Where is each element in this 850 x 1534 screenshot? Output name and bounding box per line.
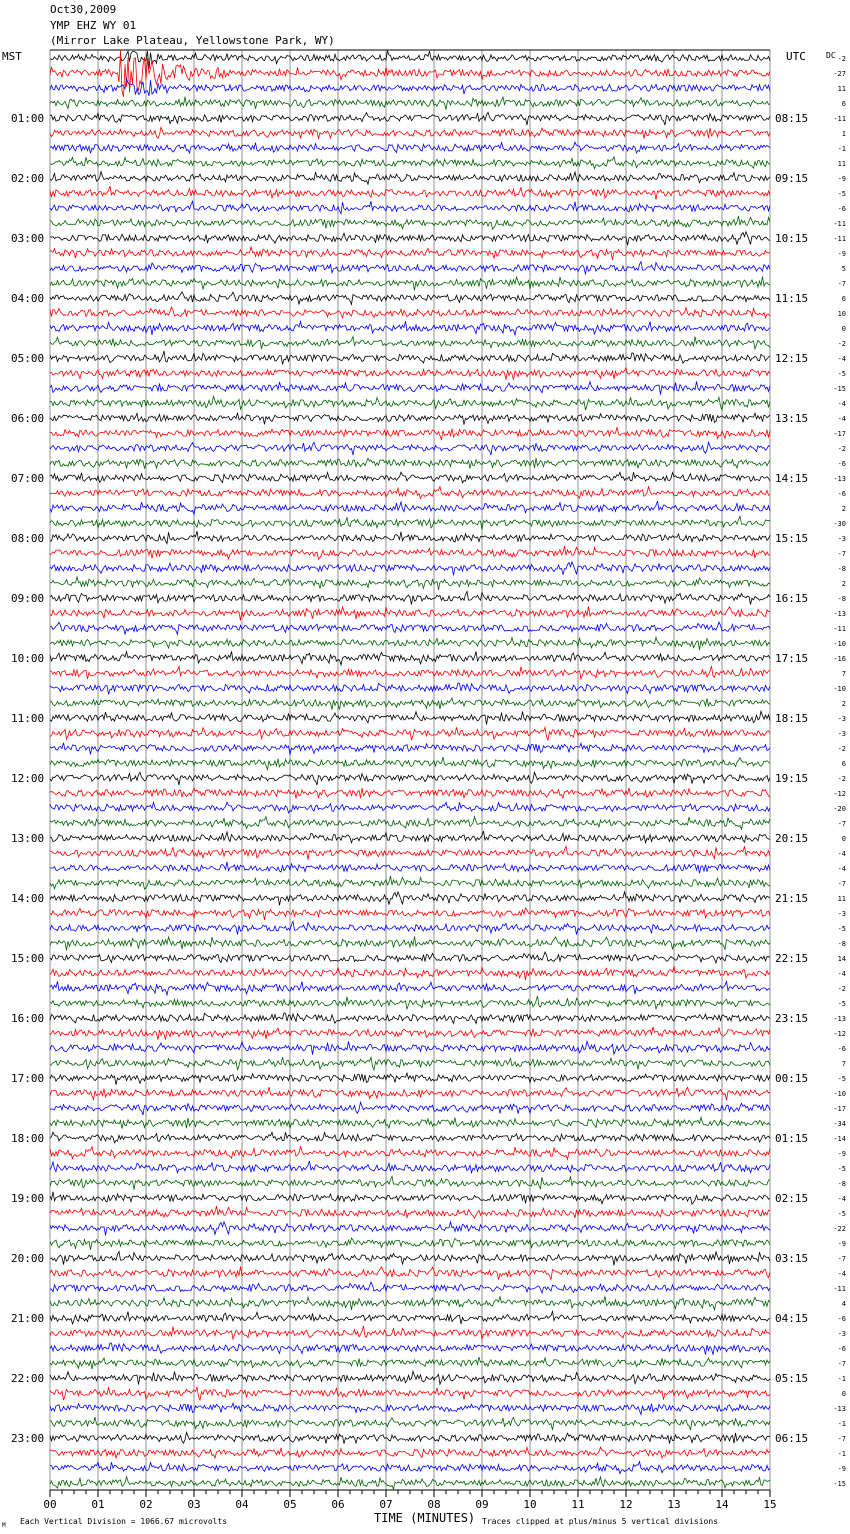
left-hour-label: 02:00: [11, 172, 45, 185]
dc-offset-label: -9: [837, 1465, 846, 1473]
left-hour-label: 18:00: [11, 1132, 45, 1145]
trace-line: [50, 546, 770, 559]
trace-line: [50, 292, 770, 305]
dc-offset-label: 7: [841, 1060, 846, 1068]
left-hour-label: 15:00: [11, 952, 45, 965]
dc-offset-label: 1: [841, 130, 846, 138]
trace-line: [50, 637, 770, 650]
dc-offset-label: 11: [837, 895, 846, 903]
left-hour-label: 01:00: [11, 112, 45, 125]
dc-offset-label: -20: [833, 805, 846, 813]
trace-line: [50, 1432, 770, 1443]
x-axis-title: TIME (MINUTES): [374, 1511, 476, 1525]
left-hour-label: 16:00: [11, 1012, 45, 1025]
dc-offset-label: -4: [837, 1270, 846, 1278]
trace-line: [50, 1027, 770, 1040]
dc-offset-label: -5: [837, 925, 846, 933]
dc-offset-label: -4: [837, 1195, 846, 1203]
trace-line: [50, 1326, 770, 1339]
trace-line: [50, 427, 770, 439]
x-tick-label: 09: [475, 1498, 489, 1511]
left-timezone-label: MST: [2, 50, 22, 63]
trace-line: [50, 396, 770, 410]
trace-line: [50, 112, 770, 125]
left-hour-label: 23:00: [11, 1432, 45, 1445]
trace-line: [50, 247, 770, 260]
trace-line: [50, 772, 770, 785]
dc-offset-label: -7: [837, 820, 846, 828]
left-hour-label: 07:00: [11, 472, 45, 485]
trace-line: [50, 562, 770, 576]
trace-line: [50, 1252, 770, 1266]
dc-offset-label: -2: [837, 745, 846, 753]
dc-offset-label: -3: [837, 1330, 846, 1338]
right-hour-label: 05:15: [775, 1372, 809, 1385]
trace-line: [50, 51, 770, 69]
dc-offset-label: -7: [837, 880, 846, 888]
dc-offset-label: -2: [837, 775, 846, 783]
trace-line: [50, 1192, 770, 1205]
dc-offset-label: 0: [841, 835, 846, 843]
dc-offset-label: -27: [833, 70, 846, 78]
dc-offset-label: -7: [837, 280, 846, 288]
right-hour-label: 19:15: [775, 772, 809, 785]
corner-mark: M: [2, 1522, 6, 1529]
division-note: Each Vertical Division = 1066.67 microvolts: [20, 1517, 228, 1526]
dc-offset-label: -10: [833, 640, 846, 648]
dc-offset-label: 7: [841, 670, 846, 678]
right-hour-label: 14:15: [775, 472, 809, 485]
dc-offset-label: -22: [833, 1225, 846, 1233]
dc-offset-label: -11: [833, 625, 846, 633]
dc-offset-label: -11: [833, 235, 846, 243]
left-hour-label: 08:00: [11, 532, 45, 545]
dc-offset-label: -34: [833, 1120, 846, 1128]
trace-line: [50, 846, 770, 860]
right-hour-label: 02:15: [775, 1192, 809, 1205]
dc-offset-label: -4: [837, 970, 846, 978]
dc-offset-label: -13: [833, 475, 846, 483]
trace-line: [50, 666, 770, 679]
dc-offset-label: -12: [833, 790, 846, 798]
trace-line: [50, 683, 770, 694]
dc-offset-label: -5: [837, 1075, 846, 1083]
dc-offset-label: -9: [837, 1150, 846, 1158]
right-hour-label: 16:15: [775, 592, 809, 605]
dc-offset-label: -6: [837, 460, 846, 468]
left-hour-label: 04:00: [11, 292, 45, 305]
x-tick-label: 10: [523, 1498, 537, 1511]
x-tick-label: 07: [379, 1498, 393, 1511]
dc-offset-label: -4: [837, 415, 846, 423]
x-tick-label: 15: [763, 1498, 777, 1511]
trace-line: [50, 351, 770, 364]
right-hour-label: 09:15: [775, 172, 809, 185]
dc-offset-label: -11: [833, 115, 846, 123]
dc-offset-label: 5: [841, 265, 846, 273]
dc-offset-label: -3: [837, 535, 846, 543]
dc-offset-label: -8: [837, 940, 846, 948]
trace-line: [50, 892, 770, 906]
x-tick-label: 05: [283, 1498, 297, 1511]
trace-line: [50, 307, 770, 318]
dc-offset-label: -2: [837, 340, 846, 348]
trace-line: [50, 1296, 770, 1310]
trace-line: [50, 487, 770, 499]
dc-offset-label: -7: [837, 1360, 846, 1368]
trace-line: [50, 531, 770, 544]
dc-offset-label: -2: [837, 445, 846, 453]
right-hour-label: 12:15: [775, 352, 809, 365]
left-hour-label: 09:00: [11, 592, 45, 605]
dc-offset-label: -13: [833, 610, 846, 618]
dc-offset-label: -3: [837, 715, 846, 723]
x-tick-label: 00: [43, 1498, 57, 1511]
dc-offset-label: -11: [833, 220, 846, 228]
right-hour-label: 21:15: [775, 892, 809, 905]
trace-line: [50, 336, 770, 349]
right-hour-label: 06:15: [775, 1432, 809, 1445]
trace-line: [50, 1238, 770, 1250]
dc-offset-label: -7: [837, 1255, 846, 1263]
trace-line: [50, 516, 770, 529]
dc-offset-label: -10: [833, 1090, 846, 1098]
x-tick-label: 13: [667, 1498, 681, 1511]
trace-line: [50, 501, 770, 514]
trace-line: [50, 97, 770, 110]
dc-offset-label: -1: [837, 1450, 846, 1458]
trace-line: [50, 1447, 770, 1458]
trace-line: [50, 727, 770, 740]
trace-line: [50, 1343, 770, 1355]
right-hour-label: 01:15: [775, 1132, 809, 1145]
dc-offset-label: -10: [833, 685, 846, 693]
dc-offset-label: -16: [833, 655, 846, 663]
trace-line: [50, 442, 770, 455]
trace-line: [50, 698, 770, 710]
dc-offset-label: -2: [837, 55, 846, 63]
trace-line: [50, 876, 770, 889]
dc-offset-label: -4: [837, 400, 846, 408]
trace-line: [50, 1357, 770, 1369]
right-hour-label: 13:15: [775, 412, 809, 425]
left-hour-label: 03:00: [11, 232, 45, 245]
trace-line: [50, 862, 770, 874]
location-label: (Mirror Lake Plateau, Yellowstone Park, WY): [50, 34, 335, 47]
trace-line: [50, 1462, 770, 1474]
dc-offset-label: 2: [841, 505, 846, 513]
trace-line: [50, 651, 770, 665]
trace-line: [50, 79, 770, 96]
trace-line: [50, 1222, 770, 1236]
trace-line: [50, 757, 770, 769]
x-tick-label: 01: [91, 1498, 105, 1511]
date-label: Oct30,2009: [50, 3, 117, 16]
dc-offset-label: -12: [833, 1030, 846, 1038]
trace-line: [50, 157, 770, 169]
dc-offset-label: 6: [841, 295, 846, 303]
x-tick-label: 03: [187, 1498, 201, 1511]
dc-offset-label: -4: [837, 850, 846, 858]
right-hour-label: 11:15: [775, 292, 809, 305]
dc-offset-label: -6: [837, 1345, 846, 1353]
trace-line: [50, 936, 770, 950]
dc-offset-label: -1: [837, 145, 846, 153]
trace-line: [50, 1477, 770, 1490]
dc-offset-label: -30: [833, 520, 846, 528]
dc-offset-label: 2: [841, 700, 846, 708]
dc-offset-label: -13: [833, 1015, 846, 1023]
dc-offset-label: 11: [837, 85, 846, 93]
dc-offset-label: 4: [841, 1300, 846, 1308]
dc-label: DC: [826, 51, 836, 60]
dc-offset-label: 0: [841, 325, 846, 333]
right-hour-label: 04:15: [775, 1312, 809, 1325]
x-tick-label: 14: [715, 1498, 729, 1511]
trace-line: [50, 321, 770, 335]
dc-offset-label: -6: [837, 1045, 846, 1053]
trace-line: [50, 606, 770, 620]
right-hour-label: 22:15: [775, 952, 809, 965]
trace-line: [50, 472, 770, 483]
right-hour-label: 15:15: [775, 532, 809, 545]
trace-line: [50, 1206, 770, 1218]
trace-line: [50, 802, 770, 813]
clip-note: Traces clipped at plus/minus 5 vertical divisions: [482, 1517, 719, 1526]
dc-offset-label: -6: [837, 205, 846, 213]
trace-line: [50, 996, 770, 1009]
trace-line: [50, 1132, 770, 1143]
right-hour-label: 08:15: [775, 112, 809, 125]
right-hour-label: 23:15: [775, 1012, 809, 1025]
dc-offset-label: -4: [837, 355, 846, 363]
trace-line: [50, 1013, 770, 1024]
dc-offset-label: -14: [833, 1135, 846, 1143]
dc-offset-label: -1: [837, 1375, 846, 1383]
dc-offset-label: -7: [837, 550, 846, 558]
trace-line: [50, 1282, 770, 1293]
dc-offset-label: -4: [837, 865, 846, 873]
trace-line: [50, 1266, 770, 1279]
right-hour-label: 17:15: [775, 652, 809, 665]
trace-line: [50, 622, 770, 634]
left-hour-label: 20:00: [11, 1252, 45, 1265]
trace-line: [50, 276, 770, 290]
trace-line: [50, 1311, 770, 1324]
left-hour-label: 12:00: [11, 772, 45, 785]
trace-line: [50, 1087, 770, 1100]
x-tick-label: 08: [427, 1498, 441, 1511]
dc-offset-label: -9: [837, 1240, 846, 1248]
trace-line: [50, 981, 770, 995]
trace-line: [50, 1403, 770, 1414]
trace-line: [50, 1073, 770, 1085]
dc-offset-label: 6: [841, 100, 846, 108]
left-hour-label: 11:00: [11, 712, 45, 725]
trace-line: [50, 831, 770, 843]
x-tick-label: 02: [139, 1498, 153, 1511]
trace-line: [50, 232, 770, 246]
trace-line: [50, 967, 770, 980]
right-hour-label: 20:15: [775, 832, 809, 845]
station-label: YMP EHZ WY 01: [50, 19, 137, 32]
dc-offset-label: -8: [837, 595, 846, 603]
trace-line: [50, 382, 770, 395]
dc-offset-label: -9: [837, 175, 846, 183]
trace-line: [50, 1147, 770, 1160]
dc-offset-label: -5: [837, 370, 846, 378]
dc-offset-label: -15: [833, 385, 846, 393]
right-hour-label: 00:15: [775, 1072, 809, 1085]
trace-line: [50, 262, 770, 275]
trace-line: [50, 1371, 770, 1384]
dc-offset-label: -5: [837, 1000, 846, 1008]
trace-line: [50, 1041, 770, 1054]
trace-line: [50, 142, 770, 153]
left-hour-label: 06:00: [11, 412, 45, 425]
left-hour-label: 21:00: [11, 1312, 45, 1325]
dc-offset-label: -5: [837, 190, 846, 198]
x-tick-label: 06: [331, 1498, 345, 1511]
dc-offset-label: -2: [837, 985, 846, 993]
trace-line: [50, 711, 770, 724]
trace-line: [50, 592, 770, 605]
left-hour-label: 05:00: [11, 352, 45, 365]
trace-line: [50, 1387, 770, 1400]
x-tick-label: 04: [235, 1498, 249, 1511]
x-tick-label: 11: [571, 1498, 585, 1511]
dc-offset-label: -6: [837, 1315, 846, 1323]
trace-line: [50, 908, 770, 920]
dc-offset-label: 14: [837, 955, 846, 963]
left-hour-label: 17:00: [11, 1072, 45, 1085]
left-hour-label: 19:00: [11, 1192, 45, 1205]
left-hour-label: 22:00: [11, 1372, 45, 1385]
left-hour-label: 13:00: [11, 832, 45, 845]
trace-line: [50, 201, 770, 214]
left-hour-label: 10:00: [11, 652, 45, 665]
trace-line: [50, 1057, 770, 1070]
dc-offset-label: 6: [841, 760, 846, 768]
trace-line: [50, 577, 770, 590]
trace-line: [50, 1417, 770, 1430]
dc-offset-label: -13: [833, 1405, 846, 1413]
trace-line: [50, 368, 770, 380]
dc-offset-label: -3: [837, 730, 846, 738]
dc-offset-label: -6: [837, 490, 846, 498]
dc-offset-label: -11: [833, 1285, 846, 1293]
dc-offset-label: 2: [841, 580, 846, 588]
trace-line: [50, 743, 770, 755]
dc-offset-label: 11: [837, 160, 846, 168]
left-hour-label: 14:00: [11, 892, 45, 905]
dc-offset-label: -7: [837, 1435, 846, 1443]
right-timezone-label: UTC: [786, 50, 806, 63]
trace-line: [50, 413, 770, 425]
right-hour-label: 10:15: [775, 232, 809, 245]
dc-offset-label: -17: [833, 1105, 846, 1113]
trace-line: [50, 186, 770, 200]
dc-offset-label: 0: [841, 1390, 846, 1398]
trace-line: [50, 172, 770, 185]
dc-offset-label: -17: [833, 430, 846, 438]
trace-line: [50, 127, 770, 138]
trace-line: [50, 1102, 770, 1115]
dc-offset-label: -9: [837, 250, 846, 258]
trace-line: [50, 1176, 770, 1190]
dc-offset-label: -15: [833, 1480, 846, 1488]
trace-line: [50, 458, 770, 469]
trace-line: [50, 817, 770, 830]
dc-offset-label: 10: [837, 310, 846, 318]
right-hour-label: 03:15: [775, 1252, 809, 1265]
trace-line: [50, 922, 770, 935]
dc-offset-label: -3: [837, 910, 846, 918]
dc-offset-label: -8: [837, 1180, 846, 1188]
dc-offset-label: -1: [837, 1420, 846, 1428]
trace-line: [50, 1117, 770, 1128]
trace-line: [50, 788, 770, 799]
trace-line: [50, 1161, 770, 1173]
dc-offset-label: -5: [837, 1165, 846, 1173]
dc-offset-label: -8: [837, 565, 846, 573]
right-hour-label: 18:15: [775, 712, 809, 725]
dc-offset-label: -5: [837, 1210, 846, 1218]
trace-line: [50, 216, 770, 229]
x-tick-label: 12: [619, 1498, 633, 1511]
trace-line: [50, 952, 770, 963]
